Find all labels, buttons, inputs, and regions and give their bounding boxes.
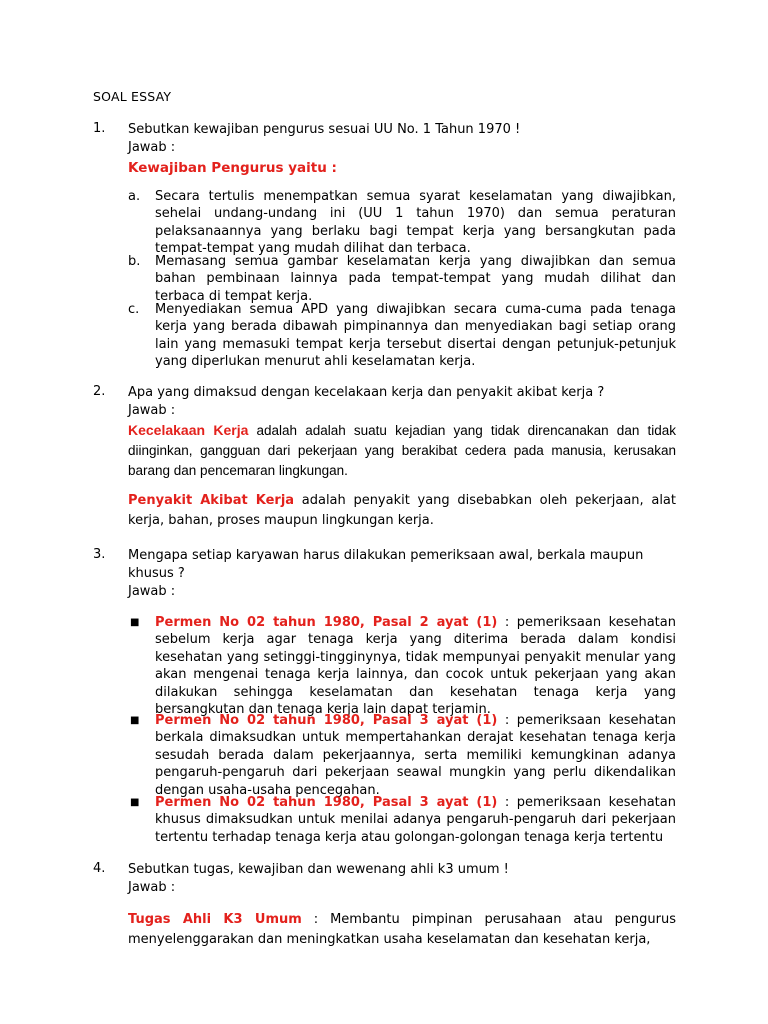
term: Tugas Ahli K3 Umum <box>128 912 302 927</box>
answer-label: Jawab : <box>128 403 176 418</box>
list-item-text: Menyediakan semua APD yang diwajibkan secara cuma-cuma pada tenaga kerja yang berada dibawah pimpinannya dan menyediakan bagi setiap orang lain yang memasuki tempat kerja tersebut disertai dengan petunjuk-petunjuk yang diperlukan menurut ahli keselamatan kerja. <box>155 302 676 370</box>
question-1 <box>93 121 653 177</box>
list-item-text: Memasang semua gambar keselamatan kerja yang diwajibkan dan semua bahan pembinaan lainnya pada tempat-tempat yang mudah dilihat dan terbaca di tempat kerja. <box>155 254 676 304</box>
term: Kecelakaan Kerja <box>128 422 249 438</box>
regulation-ref: Permen No 02 tahun 1980, Pasal 3 ayat (1) <box>155 795 498 810</box>
list-item <box>128 188 676 258</box>
question-2 <box>93 384 653 420</box>
list-item <box>130 794 676 846</box>
answer-definition-1 <box>128 420 676 481</box>
list-item-text: : pemeriksaan kesehatan berkala dimaksudkan untuk mempertahankan derajat kesehatan tenaga kerja sesudah berada dalam pekerjaannya, serta memiliki kemungkinan adanya pengaruh-pengaruh dari pekerjaan seawal mungkin yang perlu dikendalikan dengan usaha-usaha pencegahan. <box>155 713 676 798</box>
question-number: 4. <box>93 861 106 876</box>
question-4 <box>93 861 653 897</box>
question-text: Sebutkan tugas, kewajiban dan wewenang ahli k3 umum ! <box>128 862 509 877</box>
list-item-label: c. <box>128 302 140 317</box>
definition: adalah penyakit yang disebabkan oleh pekerjaan, alat kerja, bahan, proses maupun lingkungan kerja. <box>128 493 676 528</box>
answer-label: Jawab : <box>128 880 176 895</box>
term: Penyakit Akibat Kerja <box>128 493 295 508</box>
document-title: SOAL ESSAY <box>93 89 172 104</box>
bullet-icon: ■ <box>130 715 140 726</box>
definition: : Membantu pimpinan perusahaan atau pengurus menyelenggarakan dan meningkatkan usaha keselamatan dan kesehatan kerja, <box>128 912 676 947</box>
answer-definition <box>128 910 676 950</box>
list-item-text: Secara tertulis menempatkan semua syarat keselamatan yang diwajibkan, sehelai undang-undang ini (UU 1 tahun 1970) dan semua peraturan pelaksanaannya yang berlaku bagi tempat kerja yang bersangkutan pada tempat-tempat yang mudah dilihat dan terbaca. <box>155 189 676 257</box>
answer-heading: Kewajiban Pengurus yaitu : <box>128 160 337 176</box>
answer-definition-2 <box>128 491 676 531</box>
question-text: Apa yang dimaksud dengan kecelakaan kerja dan penyakit akibat kerja ? <box>128 385 605 400</box>
bullet-icon: ■ <box>130 617 140 628</box>
regulation-ref: Permen No 02 tahun 1980, Pasal 2 ayat (1) <box>155 615 498 630</box>
definition: adalah adalah suatu kejadian yang tidak direncanakan dan tidak diinginkan, gangguan dari pekerjaan yang berakibat cedera pada manusia, kerusakan barang dan pencemaran lingkungan. <box>128 423 677 478</box>
list-item <box>130 712 676 799</box>
question-3 <box>93 547 653 601</box>
question-text: Sebutkan kewajiban pengurus sesuai UU No. 1 Tahun 1970 ! <box>128 122 521 137</box>
regulation-ref: Permen No 02 tahun 1980, Pasal 3 ayat (1) <box>155 713 498 728</box>
answer-label: Jawab : <box>128 140 176 155</box>
bullet-icon: ■ <box>130 797 140 808</box>
list-item-label: b. <box>128 254 141 269</box>
list-item-text: : pemeriksaan kesehatan sebelum kerja agar tenaga kerja yang diterima berada dalam kondisi kesehatan yang setinggi-tingginynya, tidak mempunyai penyakit menular yang akan mengenai tenaga kerja lainnya, dan cocok untuk pekerjaan yang akan dilakukan sehingga keselamatan dan kesehatan tenaga kerja yang bersangkutan dan tenaga kerja lain dapat terjamin. <box>155 615 676 718</box>
list-item <box>128 301 676 371</box>
list-item <box>128 253 676 305</box>
list-item <box>130 614 676 718</box>
list-item-label: a. <box>128 189 141 204</box>
list-item-text: : pemeriksaan kesehatan khusus dimaksudkan untuk menilai adanya pengaruh-pengaruh dari pekerjaan tertentu terhadap tenaga kerja atau golongan-golongan tenaga kerja tertentu <box>155 795 676 845</box>
question-number: 3. <box>93 547 106 562</box>
question-number: 1. <box>93 121 106 136</box>
answer-label: Jawab : <box>128 584 176 599</box>
question-text: Mengapa setiap karyawan harus dilakukan pemeriksaan awal, berkala maupun khusus ? <box>128 548 644 581</box>
question-number: 2. <box>93 384 106 399</box>
